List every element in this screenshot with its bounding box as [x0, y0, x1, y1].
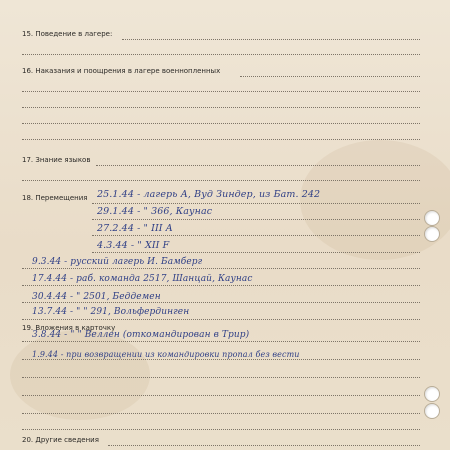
rule	[122, 39, 420, 40]
handwritten-entry: 3.8.44 - " " Веллен (откомандирован в Трир)	[32, 330, 250, 340]
section-17-label: 17. Знание языков	[22, 156, 91, 164]
handwritten-entry: 29.1.44 - " 366, Каунас	[97, 206, 213, 217]
rule	[22, 319, 420, 320]
rule	[22, 139, 420, 140]
rule	[22, 413, 420, 414]
handwritten-entry: 1.9.44 - при возвращении из командировки пропал без вести	[32, 350, 300, 359]
rule	[92, 219, 420, 220]
rule	[92, 235, 420, 236]
rule	[22, 268, 420, 269]
handwritten-entry: 27.2.44 - " III A	[97, 223, 173, 234]
section-20-label: 20. Другие сведения	[22, 436, 99, 444]
rule	[108, 445, 420, 446]
rule	[22, 302, 420, 303]
rule	[240, 76, 420, 77]
rule	[22, 395, 420, 396]
section-16-label: 16. Наказания и поощрения в лагере военнопленных	[22, 67, 221, 75]
handwritten-entry: 30.4.44 - " 2501, Беддемен	[32, 292, 161, 302]
rule	[22, 123, 420, 124]
handwritten-entry: 17.4.44 - раб. команда 2517, Шанцай, Каунас	[32, 274, 253, 284]
rule	[92, 252, 420, 253]
punch-hole	[424, 226, 440, 242]
punch-hole	[424, 210, 440, 226]
section-18-label: 18. Перемещения	[22, 194, 88, 202]
rule	[22, 54, 420, 55]
rule	[92, 203, 420, 204]
paper-stain	[300, 140, 450, 260]
handwritten-entry: 13.7.44 - " " 291, Вольфердинген	[32, 307, 190, 317]
rule	[22, 107, 420, 108]
rule	[22, 377, 420, 378]
rule	[22, 91, 420, 92]
paper-stain	[10, 330, 150, 420]
punch-hole	[424, 403, 440, 419]
section-15-label: 15. Поведение в лагере:	[22, 30, 113, 38]
rule	[22, 341, 420, 342]
rule	[22, 429, 420, 430]
rule	[22, 285, 420, 286]
section-19-label: 19. Вложения в карточку	[22, 324, 116, 332]
handwritten-entry: 4.3.44 - " XII F	[97, 240, 170, 251]
handwritten-entry: 9.3.44 - русский лагерь И. Бамберг	[32, 257, 203, 267]
rule	[96, 165, 420, 166]
rule	[22, 359, 420, 360]
handwritten-entry: 25.1.44 - лагерь А, Вуд Зиндер, из Бат. 242	[97, 189, 321, 200]
punch-hole	[424, 386, 440, 402]
rule	[22, 180, 420, 181]
